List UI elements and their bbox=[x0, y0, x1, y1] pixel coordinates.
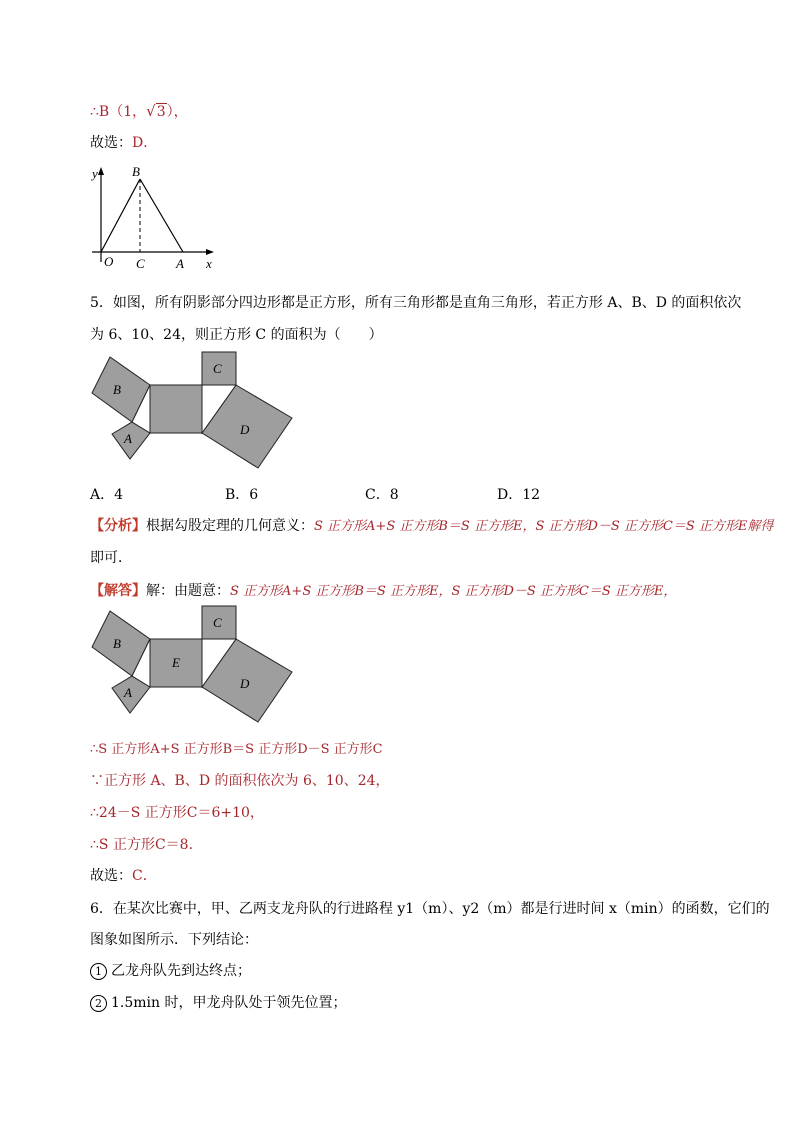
svg-text:C: C bbox=[213, 361, 222, 376]
option-b[interactable]: B．6 bbox=[225, 487, 259, 503]
answer-line: 【解答】解：由题意：S 正方形A+S 正方形B＝S 正方形E，S 正方形D－S 正方形C＝S 正方形E， bbox=[90, 583, 677, 599]
option-c[interactable]: C．8 bbox=[365, 487, 399, 503]
q6-stem-line2: 图象如图所示．下列结论： bbox=[90, 932, 258, 948]
q6-stem-line1: 6．在某次比赛中，甲、乙两支龙舟队的行进路程 y1（m）、y2（m）都是行进时间 x（min）的函数，它们的 bbox=[90, 901, 770, 917]
q5-stem-line2: 为 6、10、24，则正方形 C 的面积为（ ） bbox=[90, 327, 383, 343]
svg-text:A: A bbox=[124, 685, 132, 700]
step-2: ∵正方形 A、B、D 的面积依次为 6、10、24， bbox=[90, 773, 390, 789]
svg-text:D: D bbox=[240, 422, 250, 437]
svg-text:A: A bbox=[124, 431, 132, 446]
q6-item-1: 1 乙龙舟队先到达终点； bbox=[90, 961, 251, 981]
answer-choice-c: 故选：C． bbox=[90, 868, 157, 884]
svg-text:E: E bbox=[172, 655, 180, 670]
svg-text:C: C bbox=[213, 615, 222, 630]
q5-stem-line1: 5．如图，所有阴影部分四边形都是正方形，所有三角形都是直角三角形，若正方形 A、B、D 的面积依次 bbox=[90, 295, 742, 311]
squares-figure-answer bbox=[88, 602, 303, 727]
analysis-line2: 即可． bbox=[90, 550, 132, 566]
point-b-conclusion: ∴B（1，√3）， bbox=[90, 102, 188, 120]
label-b: B bbox=[132, 164, 140, 179]
svg-text:B: B bbox=[113, 382, 121, 397]
option-d[interactable]: D．12 bbox=[497, 487, 541, 503]
step-1: ∴S 正方形A+S 正方形B＝S 正方形D－S 正方形C bbox=[90, 742, 383, 757]
svg-text:B: B bbox=[113, 636, 121, 651]
q6-item-2: 2 1.5min 时，甲龙舟队处于领先位置； bbox=[90, 993, 346, 1013]
label-c: C bbox=[136, 256, 145, 271]
analysis-line: 【分析】根据勾股定理的几何意义：S 正方形A+S 正方形B＝S 正方形E，S 正方形D－S 正方形C＝S 正方形E解得 bbox=[90, 518, 774, 534]
label-y: y bbox=[92, 166, 98, 181]
squares-figure-question bbox=[88, 348, 303, 473]
step-4: ∴S 正方形C＝8． bbox=[90, 837, 203, 853]
triangle-coordinate-figure bbox=[88, 162, 228, 277]
answer-choice-d: 故选：D． bbox=[90, 135, 158, 151]
label-a: A bbox=[176, 256, 184, 271]
step-3: ∴24－S 正方形C＝6+10， bbox=[90, 805, 264, 821]
label-o: O bbox=[104, 254, 114, 269]
label-x: x bbox=[206, 256, 212, 271]
svg-text:D: D bbox=[240, 676, 250, 691]
option-a[interactable]: A．4 bbox=[90, 487, 124, 503]
